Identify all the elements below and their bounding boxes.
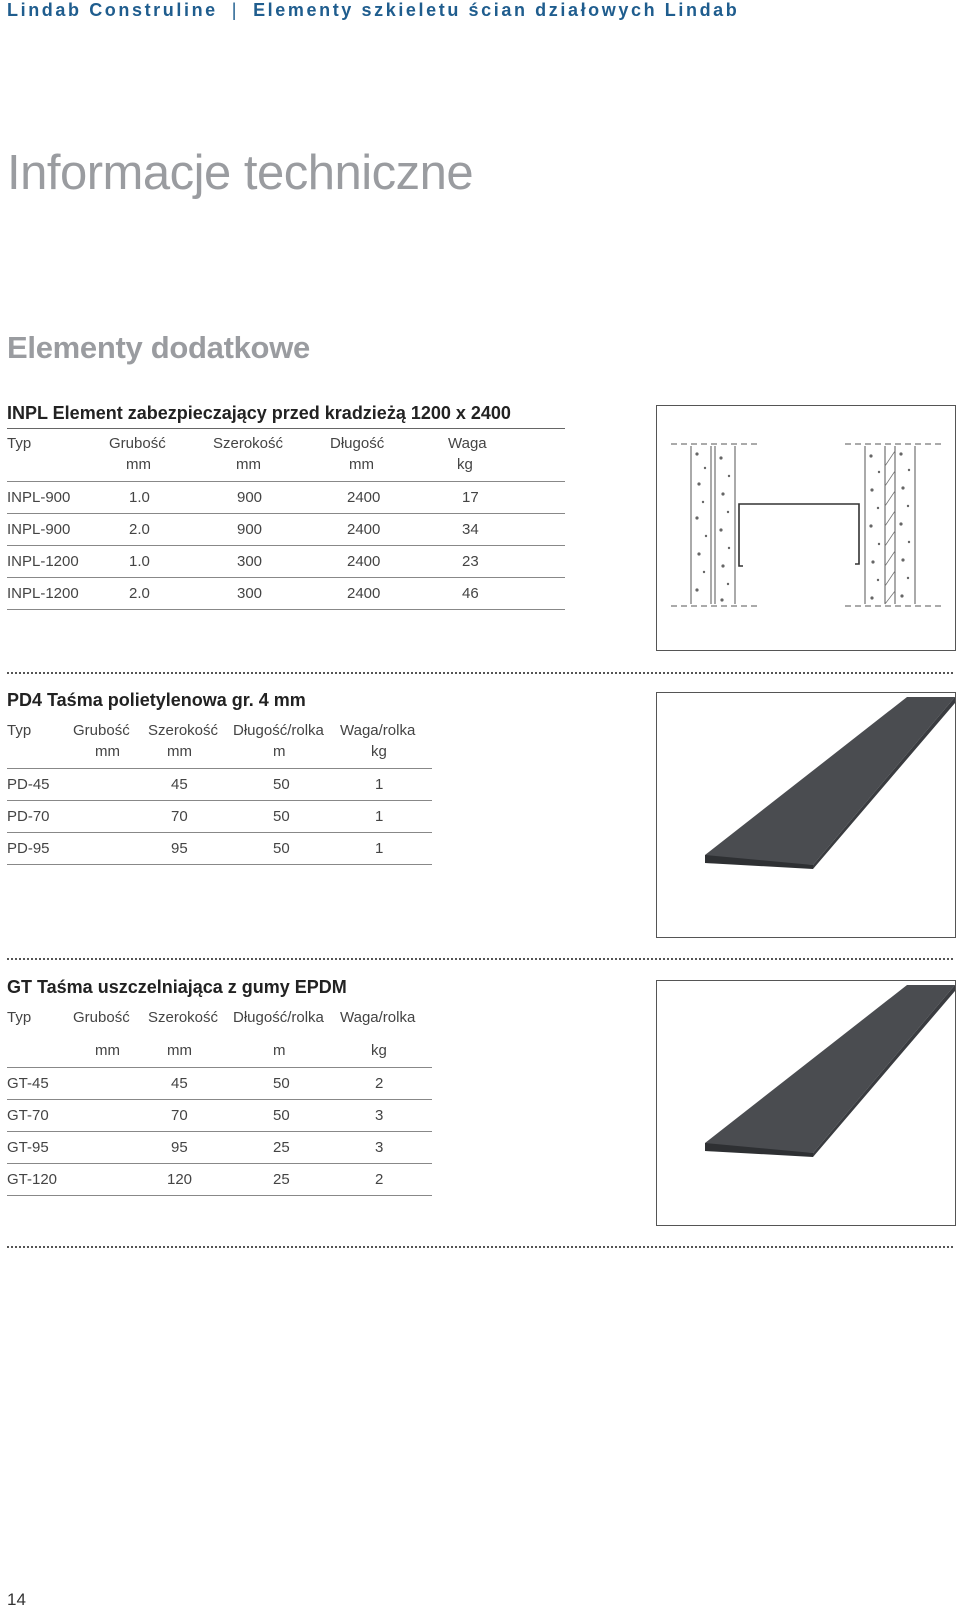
cell-width: 300 [237,553,263,570]
block-title-pd4: PD4 Taśma polietylenowa gr. 4 mm [7,690,306,710]
table-row [7,769,432,801]
cell-weight: 17 [462,489,479,506]
table-row [7,1164,432,1196]
column-unit: mm [349,456,374,473]
cell-weight: 3 [375,1107,384,1124]
cell-thickness: 1.0 [129,553,150,570]
cell-thickness: 1.0 [129,489,150,506]
polyethylene-strip-icon [656,692,956,938]
cell-width: 70 [171,808,188,825]
cell-length: 50 [273,776,290,793]
column-header: Długość [330,435,385,452]
table-row [7,1068,432,1100]
cell-type: PD-95 [7,840,50,857]
cell-type: INPL-900 [7,521,71,538]
table-row [7,546,565,578]
table-row [7,578,565,610]
cell-width: 900 [237,521,263,538]
cell-length: 2400 [347,585,381,602]
block-title-inpl: INPL Element zabezpieczający przed kradzieżą 1200 x 2400 [7,403,511,423]
column-header: Typ [7,435,32,452]
table-row [7,1100,432,1132]
cell-width: 45 [171,776,188,793]
document-subtitle: Elementy szkieletu ścian działowych Lindab [253,0,740,20]
column-header: Waga [448,435,487,452]
cell-length: 2400 [347,553,381,570]
cell-type: INPL-1200 [7,553,79,570]
page-title: Informacje techniczne [7,146,474,200]
cell-weight: 1 [375,840,384,857]
page-number: 14 [7,1590,26,1609]
table-row [7,801,432,833]
table-pd4 [7,717,432,865]
section-divider [7,672,953,674]
cell-weight: 46 [462,585,479,602]
cell-type: GT-70 [7,1107,49,1124]
section-title: Elementy dodatkowe [7,330,310,365]
table-gt [7,1004,432,1196]
cell-length: 50 [273,840,290,857]
column-header: Waga/rolka [340,1009,416,1026]
cell-length: 50 [273,1107,290,1124]
inpl-section-drawing-icon [656,405,956,651]
cell-type: PD-45 [7,776,50,793]
table-inpl [7,430,565,610]
column-header: Grubość [73,722,130,739]
cell-weight: 3 [375,1139,384,1156]
cell-thickness: 2.0 [129,585,150,602]
table-row [7,482,565,514]
table-header-row [7,1004,432,1068]
table-header-row [7,717,432,769]
cell-length: 50 [273,808,290,825]
column-unit: mm [236,456,261,473]
header-separator: | [231,0,240,20]
cell-length: 2400 [347,489,381,506]
column-header: Grubość [73,1009,130,1026]
cell-weight: 2 [375,1075,384,1092]
cell-weight: 1 [375,808,384,825]
cell-weight: 23 [462,553,479,570]
column-unit: mm [126,456,151,473]
cell-weight: 34 [462,521,479,538]
block-title-gt: GT Taśma uszczelniająca z gumy EPDM [7,977,347,997]
brand-name: Lindab Construline [7,0,218,20]
section-divider [7,958,953,960]
column-header: Szerokość [148,1009,219,1026]
column-header: Długość/rolka [233,1009,324,1026]
table-row [7,1132,432,1164]
epdm-rubber-strip-icon [656,980,956,1226]
cell-type: PD-70 [7,808,50,825]
document-header [7,0,739,22]
cell-width: 120 [167,1171,193,1188]
cell-type: INPL-1200 [7,585,79,602]
column-unit: m [273,743,286,760]
cell-type: GT-45 [7,1075,49,1092]
column-header: Typ [7,722,32,739]
column-header: Szerokość [148,722,219,739]
table-top-rule [7,428,565,429]
column-unit: kg [457,456,473,473]
column-unit: mm [167,1042,192,1059]
table-row [7,514,565,546]
cell-width: 45 [171,1075,188,1092]
column-header: Typ [7,1009,32,1026]
section-divider [7,1246,953,1248]
column-unit: kg [371,1042,387,1059]
cell-weight: 1 [375,776,384,793]
cell-width: 95 [171,1139,188,1156]
column-header: Długość/rolka [233,722,324,739]
cell-width: 70 [171,1107,188,1124]
cell-width: 300 [237,585,263,602]
cell-weight: 2 [375,1171,384,1188]
column-unit: mm [95,1042,120,1059]
cell-length: 50 [273,1075,290,1092]
cell-width: 900 [237,489,263,506]
column-unit: kg [371,743,387,760]
table-row [7,833,432,865]
column-header: Szerokość [213,435,284,452]
cell-type: GT-95 [7,1139,49,1156]
column-unit: m [273,1042,286,1059]
column-header: Waga/rolka [340,722,416,739]
cell-thickness: 2.0 [129,521,150,538]
cell-length: 25 [273,1171,290,1188]
table-header-row [7,430,565,482]
cell-type: GT-120 [7,1171,58,1188]
column-header: Grubość [109,435,166,452]
column-unit: mm [95,743,120,760]
cell-width: 95 [171,840,188,857]
cell-length: 25 [273,1139,290,1156]
cell-length: 2400 [347,521,381,538]
cell-type: INPL-900 [7,489,71,506]
column-unit: mm [167,743,192,760]
